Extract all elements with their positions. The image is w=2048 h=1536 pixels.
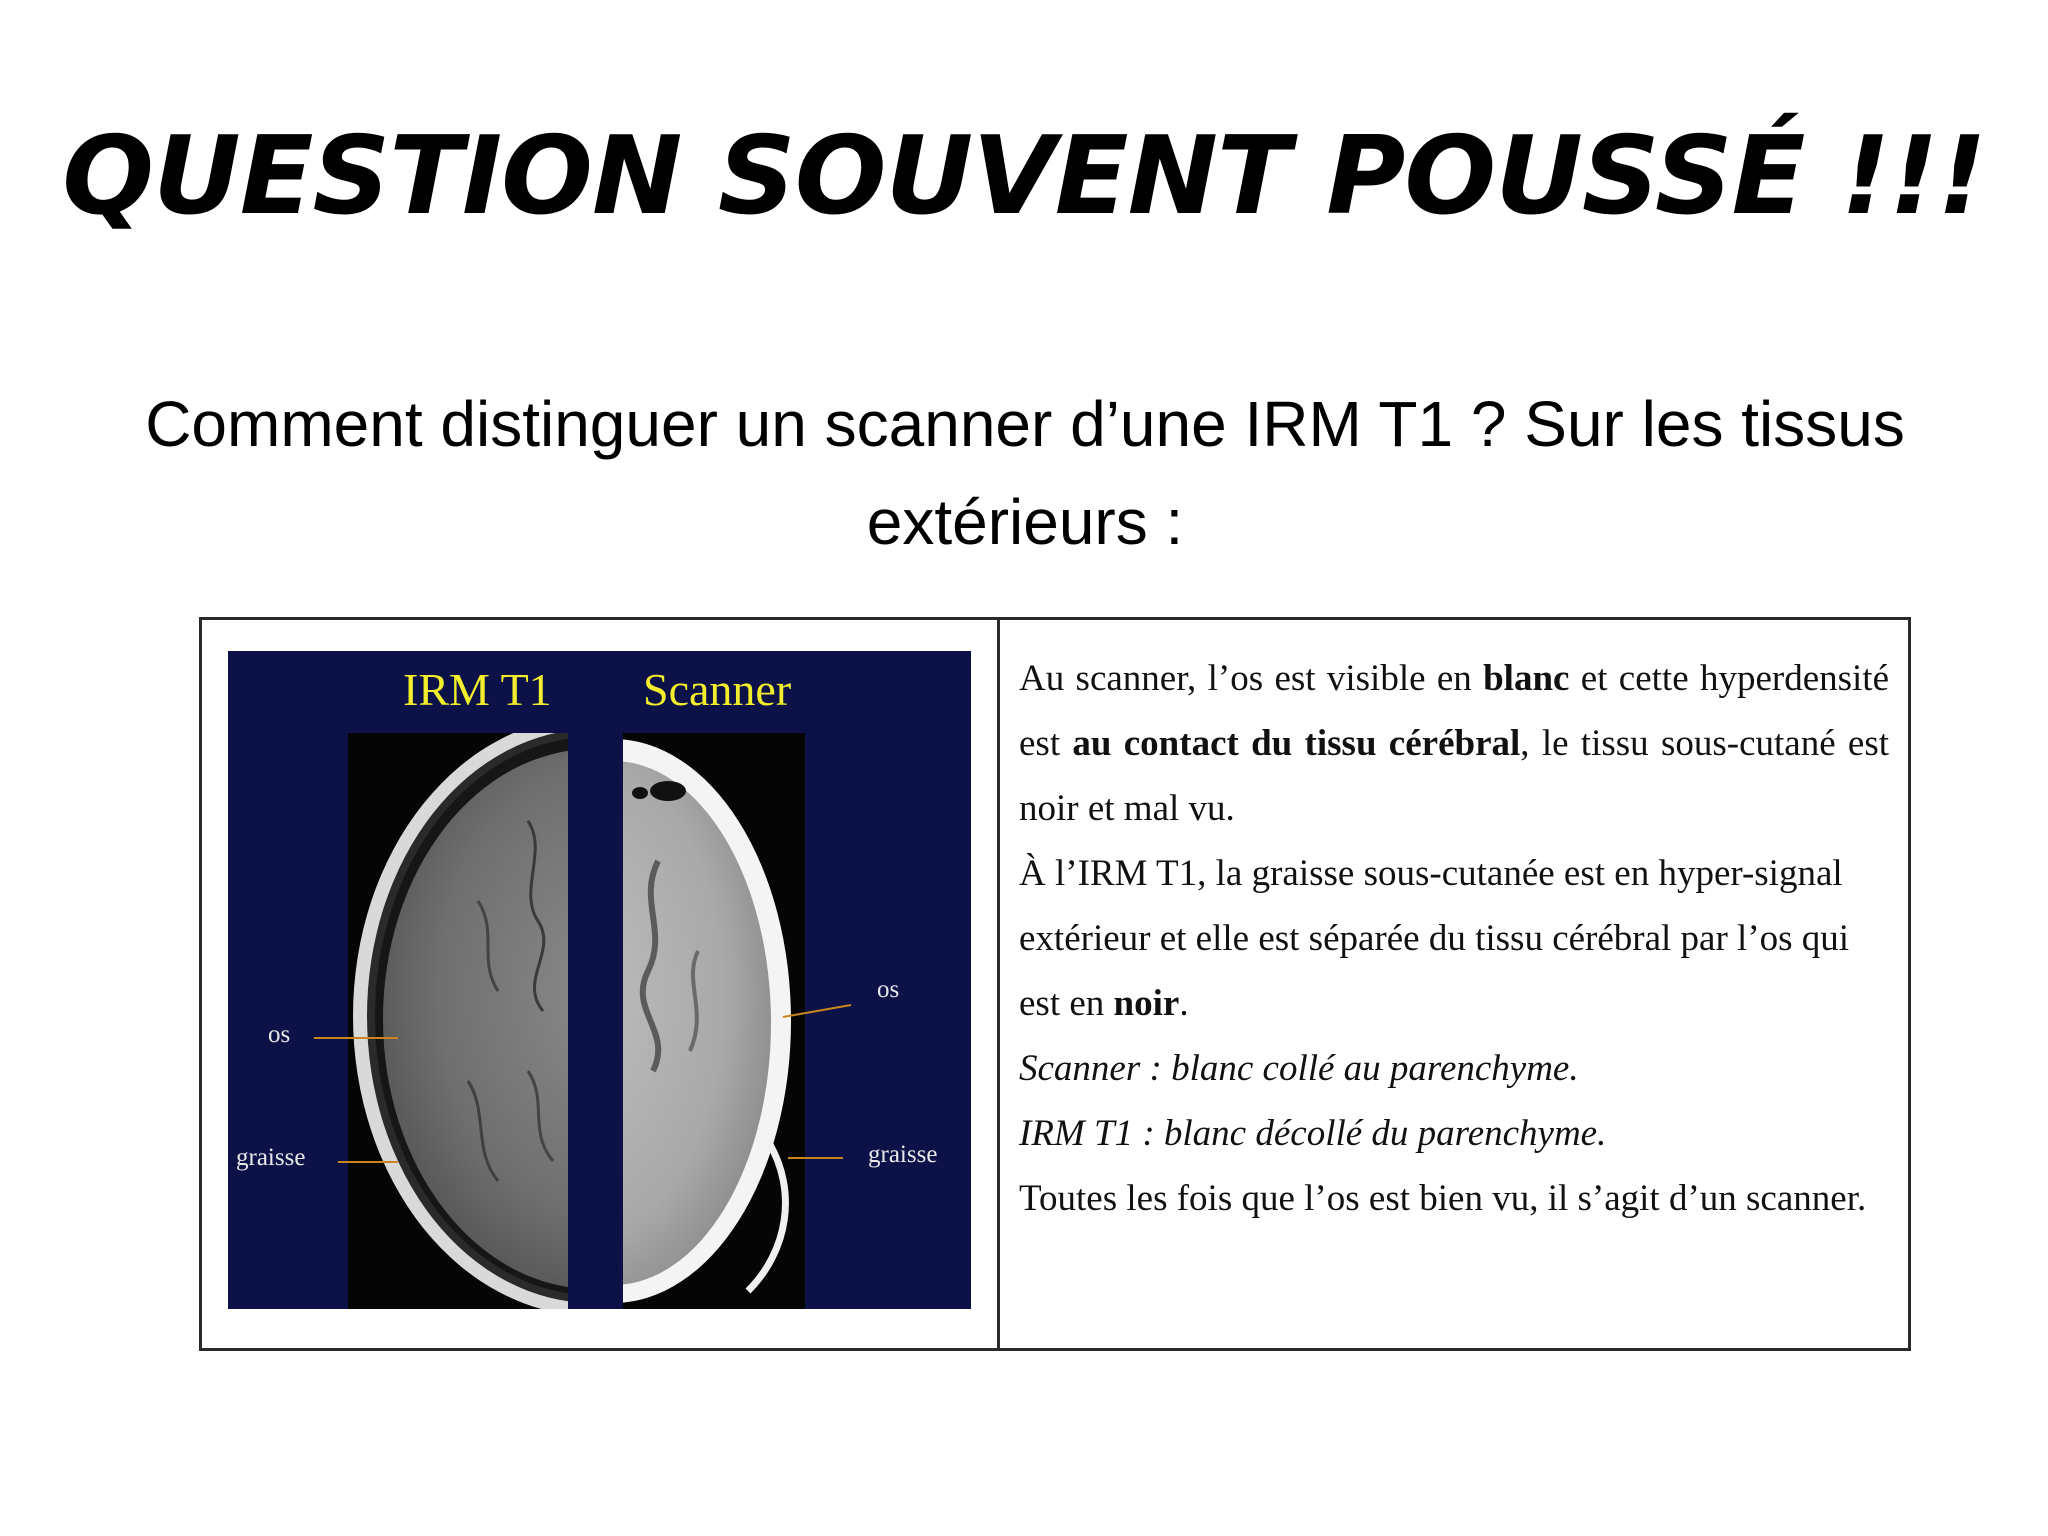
p1-text-c: et cette hyperdensité est — [1019, 658, 1889, 764]
table-divider — [997, 620, 1000, 1348]
p1-bold-blanc: blanc — [1483, 658, 1570, 699]
p1-text-a: Au scanner, l’os est visible en — [1019, 658, 1484, 699]
brain-scan-illustration — [228, 651, 971, 1309]
paragraph-scanner — [1019, 646, 1889, 841]
conclusion: Toutes les fois que l’os est bien vu, il s’agit d’un scanner. — [1019, 1178, 1867, 1219]
p2-bold-noir: noir — [1113, 983, 1180, 1024]
p2-text-c: . — [1179, 983, 1189, 1024]
explanation-text — [1019, 646, 1889, 1231]
slide-title: QUESTION SOUVENT POUSSÉ !!! — [62, 114, 1986, 239]
p1-bold-contact: au contact du tissu cérébral — [1072, 723, 1521, 764]
annot-graisse-left: graisse — [236, 1144, 306, 1171]
summary-irm: IRM T1 : blanc décollé du parenchyme. — [1019, 1113, 1607, 1154]
label-irm-t1: IRM T1 — [403, 664, 552, 715]
comparison-table — [199, 617, 1911, 1351]
label-scanner: Scanner — [643, 664, 792, 715]
annot-os-right: os — [877, 976, 900, 1003]
annot-graisse-right: graisse — [868, 1141, 938, 1168]
p2-text-a: À l’IRM T1, la graisse sous-cutanée est en hyper-signal extérieur et elle est séparée du tissu cérébral par l’os qui est en — [1019, 853, 1850, 1024]
brain-comparison-figure — [228, 651, 971, 1309]
paragraph-irm — [1019, 841, 1889, 1036]
slide-subtitle: Comment distinguer un scanner d’une IRM T1 ? Sur les tissus extérieurs : — [145, 388, 1905, 558]
p1-text-e: , le tissu sous-cutané est noir et mal vu. — [1019, 723, 1889, 829]
annot-os-left: os — [268, 1021, 291, 1048]
summary-scanner: Scanner : blanc collé au parenchyme. — [1019, 1048, 1579, 1089]
